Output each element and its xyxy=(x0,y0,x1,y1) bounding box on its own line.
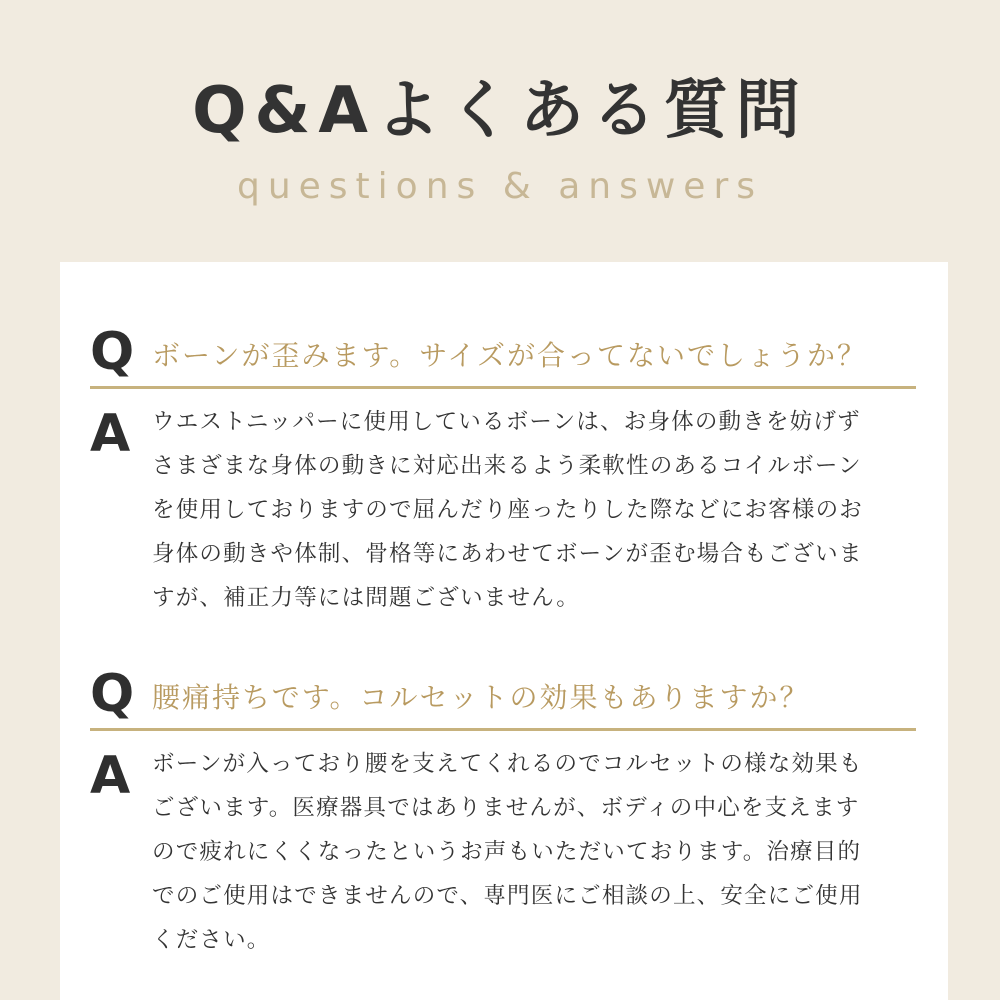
page-subtitle: questions & answers xyxy=(236,166,764,207)
answer-line: ください。 xyxy=(152,927,271,953)
answer-mark-label: A xyxy=(90,746,131,806)
question-mark-label: Q xyxy=(90,322,135,382)
divider xyxy=(90,386,916,389)
question-text: ボーンが歪みます。サイズが合ってないでしょうか？ xyxy=(152,339,867,372)
answer-line: 身体の動きや体制、骨格等にあわせてボーンが歪む場合もございま xyxy=(152,541,863,567)
question-mark-label: Q xyxy=(90,664,135,724)
question-row xyxy=(90,320,918,386)
answer-line: さまざまな身体の動きに対応出来るよう柔軟性のあるコイルボーン xyxy=(152,453,862,479)
answer-mark-label: A xyxy=(90,404,131,464)
header xyxy=(0,0,1000,262)
answer-line: ので疲れにくくなったというお声もいただいております。治療目的 xyxy=(152,839,862,865)
answer-line: を使用しておりますので屈んだり座ったりした際などにお客様のお xyxy=(152,497,864,523)
answer-line: ボーンが入っており腰を支えてくれるのでコルセットの様な効果も xyxy=(152,751,863,777)
divider xyxy=(90,728,916,731)
question-row xyxy=(90,662,918,728)
answer-text xyxy=(152,742,918,962)
answer-text xyxy=(152,400,918,620)
qa-card xyxy=(60,262,948,1000)
question-text: 腰痛持ちです。コルセットの効果もありますか？ xyxy=(152,681,810,714)
answer-line: ございます。医療器具ではありませんが、ボディの中心を支えます xyxy=(152,795,860,821)
qa-item xyxy=(90,662,918,953)
qa-item xyxy=(90,320,918,611)
answer-line: ウエストニッパーに使用しているボーンは、お身体の動きを妨げず xyxy=(152,409,861,435)
page-title: Q&Aよくある質問 xyxy=(192,74,808,148)
answer-line: でのご使用はできませんので、専門医にご相談の上、安全にご使用 xyxy=(152,883,863,909)
answer-line: すが、補正力等には問題ございません。 xyxy=(152,585,580,611)
